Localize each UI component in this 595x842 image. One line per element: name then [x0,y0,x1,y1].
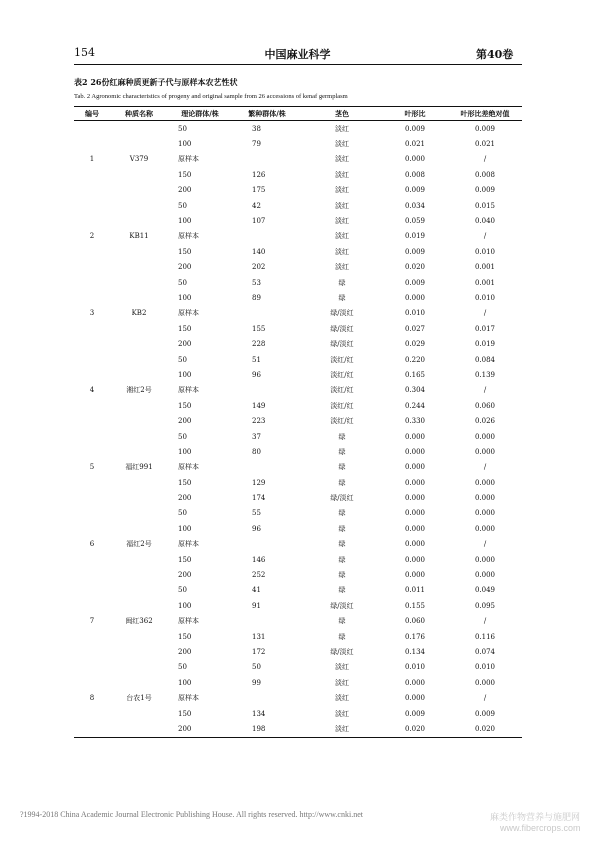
theoretical-population: 200 [178,494,192,503]
stem-color: 绿/淡红 [330,647,354,656]
germplasm-name: 福红991 [125,463,153,472]
leaf-shape-ratio: 0.000 [404,694,426,703]
propagation-population: 55 [252,509,261,518]
stem-color: 绿 [338,447,346,456]
propagation-population: 96 [252,370,261,379]
stem-color: 淡红 [335,186,349,195]
theoretical-population: 100 [178,217,192,226]
stem-color: 淡红 [335,124,349,133]
group-number: 2 [89,232,95,241]
leaf-shape-ratio: 0.000 [404,494,426,503]
stem-color: 淡红/红 [330,401,354,410]
leaf-shape-ratio: 0.000 [404,524,426,533]
leaf-shape-ratio: 0.330 [404,417,426,426]
ratio-diff: 0.000 [474,555,496,564]
ratio-diff: 0.040 [474,217,496,226]
ratio-diff: / [483,309,487,318]
stem-color: 淡红/红 [330,386,354,395]
ratio-diff: 0.000 [474,447,496,456]
theoretical-population: 200 [178,724,192,733]
ratio-diff: 0.001 [474,278,496,287]
stem-color: 淡红 [335,663,349,672]
propagation-population: 223 [252,417,266,426]
table-row [74,506,522,521]
volume-label: 第40卷 [476,48,514,61]
germplasm-name: KB2 [131,309,147,318]
leaf-shape-ratio: 0.027 [404,324,426,333]
page-number: 154 [74,46,95,59]
ratio-diff: 0.095 [474,601,496,610]
stem-color: 淡红 [335,678,349,687]
ratio-diff: 0.000 [474,494,496,503]
theoretical-population: 150 [178,632,192,641]
table-row [74,121,522,137]
propagation-population: 149 [252,401,266,410]
germplasm-name: 台农1号 [126,694,152,703]
stem-color: 绿 [338,571,346,580]
header-cell: 茎色 [335,108,349,118]
leaf-shape-ratio: 0.000 [404,447,426,456]
ratio-diff: / [483,463,487,472]
theoretical-population: 150 [178,401,192,410]
leaf-shape-ratio: 0.134 [404,647,426,656]
group-number: 5 [89,463,95,472]
leaf-shape-ratio: 0.220 [404,355,426,364]
stem-color: 淡红 [335,217,349,226]
ratio-diff: 0.000 [474,571,496,580]
leaf-shape-ratio: 0.059 [404,217,426,226]
propagation-population: 41 [252,586,261,595]
leaf-shape-ratio: 0.000 [404,540,426,549]
leaf-shape-ratio: 0.019 [404,232,426,241]
propagation-population: 38 [252,124,261,133]
stem-color: 淡红/红 [330,417,354,426]
stem-color: 淡红 [335,694,349,703]
theoretical-population: 50 [178,278,187,287]
theoretical-population: 100 [178,678,192,687]
table-header-row [74,107,522,121]
stem-color: 绿 [338,432,346,441]
leaf-shape-ratio: 0.176 [404,632,426,641]
theoretical-population: 200 [178,647,192,656]
theoretical-population: 50 [178,201,187,210]
theoretical-population: 200 [178,186,192,195]
leaf-shape-ratio: 0.304 [404,386,426,395]
ratio-diff: 0.009 [474,186,496,195]
stem-color: 绿 [338,278,346,287]
theoretical-population: 50 [178,663,187,672]
propagation-population: 134 [252,709,266,718]
stem-color: 淡红 [335,724,349,733]
theoretical-population: 150 [178,709,192,718]
leaf-shape-ratio: 0.010 [404,309,426,318]
propagation-population [232,614,302,629]
header-rule [74,64,522,65]
leaf-shape-ratio: 0.009 [404,709,426,718]
stem-color: 淡红 [335,170,349,179]
leaf-shape-ratio: 0.000 [404,155,426,164]
ratio-diff: 0.021 [474,140,496,149]
propagation-population: 131 [252,632,266,641]
theoretical-population: 200 [178,417,192,426]
propagation-population: 51 [252,355,261,364]
theoretical-population: 原样本 [178,232,199,241]
leaf-shape-ratio: 0.000 [404,432,426,441]
ratio-diff: 0.000 [474,524,496,533]
ratio-diff: 0.010 [474,247,496,256]
propagation-population: 89 [252,293,261,302]
ratio-diff: 0.017 [474,324,496,333]
propagation-population: 172 [252,647,266,656]
group-number: 3 [89,309,95,318]
propagation-population: 129 [252,478,266,487]
propagation-population: 80 [252,447,261,456]
ratio-diff: 0.009 [474,124,496,133]
stem-color: 淡红/红 [330,370,354,379]
group-number: 7 [89,617,95,626]
theoretical-population: 原样本 [178,617,199,626]
stem-color: 绿 [338,293,346,302]
propagation-population: 79 [252,140,261,149]
propagation-population: 155 [252,324,266,333]
propagation-population [232,460,302,475]
ratio-diff: 0.060 [474,401,496,410]
ratio-diff: / [483,540,487,549]
leaf-shape-ratio: 0.155 [404,601,426,610]
ratio-diff: 0.116 [474,632,496,641]
propagation-population: 53 [252,278,261,287]
ratio-diff: 0.000 [474,509,496,518]
ratio-diff: 0.074 [474,647,496,656]
stem-color: 绿/淡红 [330,601,354,610]
theoretical-population: 原样本 [178,386,199,395]
theoretical-population: 100 [178,601,192,610]
theoretical-population: 50 [178,124,187,133]
theoretical-population: 200 [178,340,192,349]
leaf-shape-ratio: 0.165 [404,370,426,379]
theoretical-population: 50 [178,432,187,441]
table-row [74,275,522,290]
header-cell: 种质名称 [125,108,153,118]
leaf-shape-ratio: 0.000 [404,571,426,580]
leaf-shape-ratio: 0.000 [404,678,426,687]
leaf-shape-ratio: 0.010 [404,663,426,672]
theoretical-population: 50 [178,586,187,595]
leaf-shape-ratio: 0.060 [404,617,426,626]
leaf-shape-ratio: 0.034 [404,201,426,210]
ratio-diff: 0.001 [474,263,496,272]
table-row [74,429,522,444]
leaf-shape-ratio: 0.020 [404,263,426,272]
propagation-population: 174 [252,494,266,503]
header-cell: 繁种群体/株 [248,108,286,118]
propagation-population: 228 [252,340,266,349]
group-number: 1 [89,155,95,164]
header-cell: 叶形比差绝对值 [460,108,510,118]
ratio-diff: / [483,694,487,703]
ratio-diff: 0.019 [474,340,496,349]
propagation-population: 50 [252,663,261,672]
stem-color: 绿/淡红 [330,309,354,318]
table-row [74,660,522,675]
propagation-population: 126 [252,170,266,179]
theoretical-population: 原样本 [178,540,199,549]
germplasm-name: V379 [129,155,149,164]
stem-color: 淡红 [335,201,349,210]
theoretical-population: 150 [178,478,192,487]
propagation-population: 252 [252,571,266,580]
leaf-shape-ratio: 0.000 [404,509,426,518]
stem-color: 绿 [338,586,346,595]
propagation-population [232,152,302,167]
propagation-population: 99 [252,678,261,687]
group-number: 4 [89,386,95,395]
table-caption-cn: 表2 26份红麻种质更新子代与原样本农艺性状 [74,77,238,87]
stem-color: 绿 [338,478,346,487]
theoretical-population: 150 [178,247,192,256]
header-cell: 叶形比 [404,108,426,118]
table-row [74,352,522,367]
theoretical-population: 200 [178,263,192,272]
stem-color: 淡红 [335,263,349,272]
leaf-shape-ratio: 0.008 [404,170,426,179]
ratio-diff: 0.009 [474,709,496,718]
stem-color: 淡红 [335,232,349,241]
table-row [74,198,522,213]
stem-color: 绿 [338,463,346,472]
theoretical-population: 100 [178,447,192,456]
theoretical-population: 150 [178,555,192,564]
ratio-diff: 0.020 [474,724,496,733]
table-row [74,583,522,598]
ratio-diff: 0.008 [474,170,496,179]
ratio-diff: 0.000 [474,678,496,687]
leaf-shape-ratio: 0.009 [404,247,426,256]
stem-color: 绿/淡红 [330,494,354,503]
theoretical-population: 原样本 [178,463,199,472]
stem-color: 淡红 [335,709,349,718]
propagation-population: 91 [252,601,261,610]
watermark-url: www.fibercrops.com [500,823,581,833]
ratio-diff: / [483,155,487,164]
theoretical-population: 100 [178,140,192,149]
leaf-shape-ratio: 0.000 [404,478,426,487]
propagation-population: 37 [252,432,261,441]
stem-color: 绿/淡红 [330,324,354,333]
ratio-diff: / [483,232,487,241]
stem-color: 绿/淡红 [330,340,354,349]
theoretical-population: 原样本 [178,155,199,164]
leaf-shape-ratio: 0.009 [404,124,426,133]
group-number: 8 [89,694,95,703]
leaf-shape-ratio: 0.021 [404,140,426,149]
germplasm-name: 福红2号 [126,540,152,549]
germplasm-name: 湘红2号 [126,386,152,395]
propagation-population: 96 [252,524,261,533]
propagation-population: 42 [252,201,261,210]
table-caption-en: Tab. 2 Agronomic characteristics of progeny and original sample from 26 accessions of kenaf germplasm [74,93,348,100]
theoretical-population: 原样本 [178,309,199,318]
stem-color: 淡红 [335,247,349,256]
germplasm-name: 闽红362 [125,617,153,626]
propagation-population [232,229,302,244]
theoretical-population: 150 [178,170,192,179]
stem-color: 淡红 [335,155,349,164]
ratio-diff: / [483,617,487,626]
stem-color: 绿 [338,555,346,564]
stem-color: 绿 [338,617,346,626]
theoretical-population: 150 [178,324,192,333]
leaf-shape-ratio: 0.000 [404,463,426,472]
theoretical-population: 50 [178,355,187,364]
propagation-population [232,306,302,321]
ratio-diff: 0.139 [474,370,496,379]
stem-color: 淡红 [335,140,349,149]
propagation-population: 198 [252,724,266,733]
propagation-population: 175 [252,186,266,195]
theoretical-population: 50 [178,509,187,518]
germplasm-name: KB11 [129,232,149,241]
theoretical-population: 100 [178,370,192,379]
theoretical-population: 200 [178,571,192,580]
propagation-population: 107 [252,217,266,226]
watermark-text: 麻类作物营养与施肥网 [490,813,581,823]
ratio-diff: 0.010 [474,663,496,672]
theoretical-population: 100 [178,293,192,302]
leaf-shape-ratio: 0.244 [404,401,426,410]
propagation-population [232,537,302,552]
propagation-population: 146 [252,555,266,564]
leaf-shape-ratio: 0.000 [404,293,426,302]
ratio-diff: 0.015 [474,201,496,210]
leaf-shape-ratio: 0.029 [404,340,426,349]
ratio-diff: 0.000 [474,478,496,487]
ratio-diff: 0.049 [474,586,496,595]
ratio-diff: 0.084 [474,355,496,364]
theoretical-population: 原样本 [178,694,199,703]
stem-color: 绿 [338,524,346,533]
ratio-diff: / [483,386,487,395]
stem-color: 绿 [338,509,346,518]
propagation-population: 202 [252,263,266,272]
leaf-shape-ratio: 0.009 [404,186,426,195]
propagation-population [232,383,302,398]
group-number: 6 [89,540,95,549]
leaf-shape-ratio: 0.000 [404,555,426,564]
stem-color: 绿 [338,540,346,549]
copyright-footer: ?1994-2018 China Academic Journal Electronic Publishing House. All rights reserved. http://www.cnki.net [20,810,363,819]
header-cell: 理论群体/株 [181,108,219,118]
leaf-shape-ratio: 0.009 [404,278,426,287]
leaf-shape-ratio: 0.020 [404,724,426,733]
header-cell: 编号 [85,108,99,118]
ratio-diff: 0.010 [474,293,496,302]
stem-color: 绿 [338,632,346,641]
propagation-population [232,690,302,705]
stem-color: 淡红/红 [330,355,354,364]
ratio-diff: 0.000 [474,432,496,441]
ratio-diff: 0.026 [474,417,496,426]
leaf-shape-ratio: 0.011 [404,586,426,595]
table-body [74,121,522,738]
propagation-population: 140 [252,247,266,256]
agronomic-table [74,106,522,738]
journal-title: 中国麻业科学 [264,48,331,61]
theoretical-population: 100 [178,524,192,533]
